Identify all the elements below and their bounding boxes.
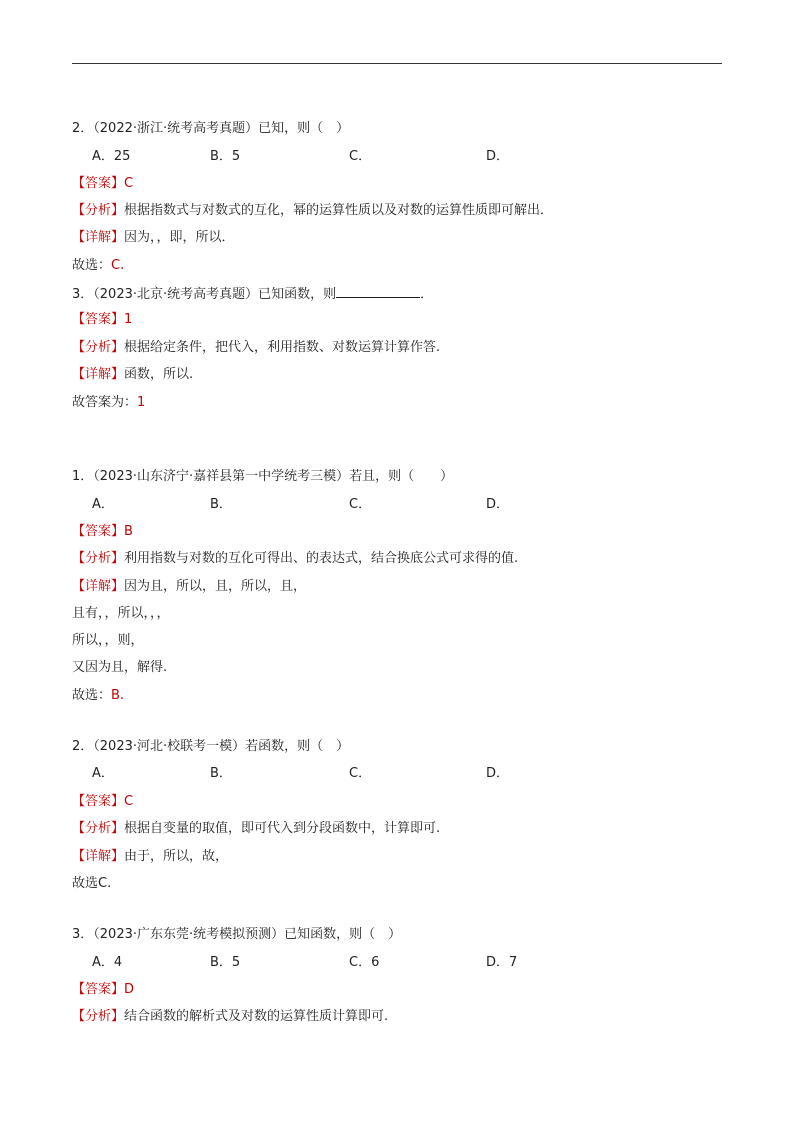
question-stem bbox=[72, 738, 349, 756]
answer-line bbox=[72, 793, 133, 811]
answer-line bbox=[72, 175, 133, 193]
conclusion-text: 故选C. bbox=[72, 876, 112, 891]
answer-tag: 【答案】 bbox=[72, 794, 125, 809]
option-d: D． bbox=[486, 149, 510, 164]
detail-continued bbox=[72, 632, 144, 650]
detail-continued bbox=[72, 659, 167, 677]
answer-value: B bbox=[124, 524, 133, 539]
detail-text: 又因为且，解得. bbox=[72, 660, 168, 675]
answer-line bbox=[72, 311, 132, 329]
option-c: C．6 bbox=[349, 955, 380, 970]
option-d: D．7 bbox=[486, 955, 518, 970]
detail-text: 由于，所以，故， bbox=[124, 849, 229, 864]
header-rule bbox=[72, 63, 722, 64]
conclusion-line bbox=[72, 875, 111, 893]
conclusion-prefix: 故选： bbox=[72, 258, 112, 273]
analysis-tag: 【分析】 bbox=[72, 1009, 125, 1024]
option-a: A． bbox=[92, 766, 114, 781]
options-row bbox=[92, 496, 652, 514]
option-b: B． bbox=[210, 497, 232, 512]
answer-value: 1 bbox=[124, 312, 133, 327]
stem-text: 3．（2023·北京·统考高考真题）已知函数，则 bbox=[72, 287, 337, 302]
detail-continued bbox=[72, 605, 170, 623]
detail-tag: 【详解】 bbox=[72, 849, 125, 864]
analysis-line bbox=[72, 1008, 388, 1026]
conclusion-value: C. bbox=[111, 258, 125, 273]
detail-tag: 【详解】 bbox=[72, 230, 125, 245]
answer-value: D bbox=[124, 982, 135, 997]
option-b: B．5 bbox=[210, 955, 241, 970]
option-a: A．4 bbox=[92, 955, 123, 970]
option-b: B． bbox=[210, 766, 232, 781]
question-stem bbox=[72, 468, 453, 486]
detail-text: 函数，所以. bbox=[124, 367, 194, 382]
option-d: D． bbox=[486, 497, 510, 512]
stem-text: 2．（2022·浙江·统考高考真题）已知，则（ ） bbox=[72, 121, 350, 136]
analysis-text: 根据指数式与对数式的互化，幂的运算性质以及对数的运算性质即可解出． bbox=[124, 203, 554, 218]
answer-line bbox=[72, 981, 134, 999]
options-row bbox=[92, 954, 652, 972]
answer-value: C bbox=[124, 176, 134, 191]
stem-text: 3．（2023·广东东莞·统考模拟预测）已知函数，则（ ） bbox=[72, 927, 402, 942]
option-d: D． bbox=[486, 766, 510, 781]
stem-text: 1．（2023·山东济宁·嘉祥县第一中学统考三模）若且，则（ ） bbox=[72, 469, 454, 484]
option-a: A．25 bbox=[92, 149, 131, 164]
answer-tag: 【答案】 bbox=[72, 982, 125, 997]
conclusion-prefix: 故选： bbox=[72, 688, 112, 703]
conclusion-line bbox=[72, 257, 124, 275]
analysis-text: 结合函数的解析式及对数的运算性质计算即可. bbox=[124, 1009, 389, 1024]
analysis-tag: 【分析】 bbox=[72, 821, 125, 836]
analysis-tag: 【分析】 bbox=[72, 551, 125, 566]
option-b: B．5 bbox=[210, 149, 241, 164]
detail-line bbox=[72, 229, 235, 247]
analysis-line bbox=[72, 202, 553, 220]
option-c: C． bbox=[349, 497, 372, 512]
detail-text: 所以，，则， bbox=[72, 633, 144, 648]
detail-line bbox=[72, 366, 193, 384]
analysis-line bbox=[72, 820, 440, 838]
analysis-line bbox=[72, 339, 440, 357]
conclusion-value: B. bbox=[111, 688, 125, 703]
options-row bbox=[92, 765, 652, 783]
question-stem bbox=[72, 284, 433, 304]
detail-text: 且有，，所以，，， bbox=[72, 606, 170, 621]
detail-line bbox=[72, 848, 228, 866]
answer-value: C bbox=[124, 794, 134, 809]
answer-tag: 【答案】 bbox=[72, 312, 125, 327]
detail-text: 因为，，即，所以． bbox=[124, 230, 235, 245]
stem-end: ． bbox=[420, 287, 434, 302]
option-c: C． bbox=[349, 149, 372, 164]
stem-text: 2．（2023·河北·校联考一模）若函数，则（ ） bbox=[72, 739, 350, 754]
option-c: C． bbox=[349, 766, 372, 781]
conclusion-value: 1 bbox=[137, 395, 146, 410]
analysis-line bbox=[72, 550, 518, 568]
conclusion-prefix: 故答案为： bbox=[72, 395, 138, 410]
detail-text: 因为且，所以，且，所以，且， bbox=[124, 579, 307, 594]
answer-tag: 【答案】 bbox=[72, 176, 125, 191]
conclusion-line bbox=[72, 394, 145, 412]
question-stem bbox=[72, 120, 349, 138]
analysis-text: 利用指数与对数的互化可得出、的表达式，结合换底公式可求得的值. bbox=[124, 551, 519, 566]
options-row bbox=[92, 148, 652, 166]
answer-tag: 【答案】 bbox=[72, 524, 125, 539]
analysis-tag: 【分析】 bbox=[72, 203, 125, 218]
detail-tag: 【详解】 bbox=[72, 579, 125, 594]
analysis-tag: 【分析】 bbox=[72, 340, 125, 355]
detail-tag: 【详解】 bbox=[72, 367, 125, 382]
answer-line bbox=[72, 523, 133, 541]
analysis-text: 根据自变量的取值，即可代入到分段函数中，计算即可. bbox=[124, 821, 441, 836]
answer-blank bbox=[336, 284, 420, 298]
detail-line bbox=[72, 578, 306, 596]
option-a: A． bbox=[92, 497, 114, 512]
question-stem bbox=[72, 926, 401, 944]
conclusion-line bbox=[72, 687, 124, 705]
analysis-text: 根据给定条件，把代入，利用指数、对数运算计算作答. bbox=[124, 340, 441, 355]
